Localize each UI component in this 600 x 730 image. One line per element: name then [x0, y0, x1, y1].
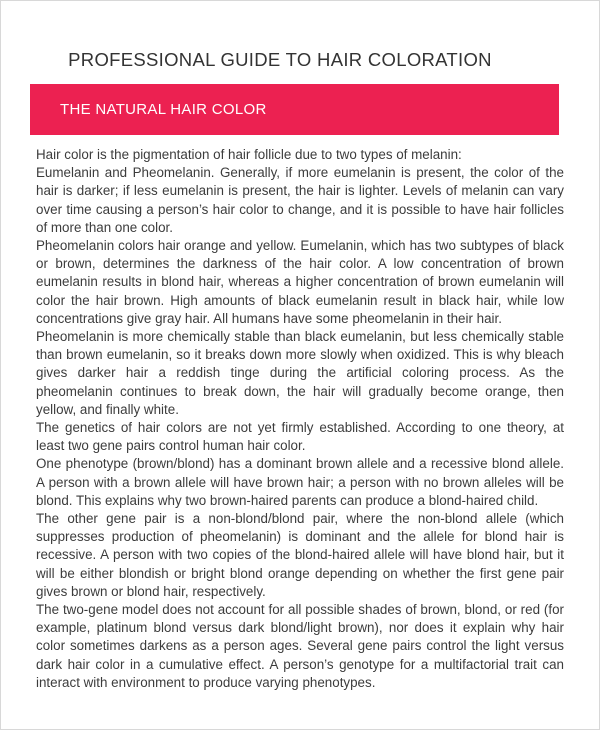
paragraph-chemical-stability: Pheomelanin is more chemically stable than black eumelanin, but less chemically stable than brown eumelanin, so it breaks down more slowly when oxidized. This is why bleach gives darker hair a reddish tinge during the artificial coloring process. As the pheomelanin continues to break down, the hair will gradually become orange, then yellow, and finally white.	[36, 329, 564, 417]
paragraph-melanin-subtypes: Pheomelanin colors hair orange and yellow. Eumelanin, which has two subtypes of black or brown, determines the darkness of the hair color. A low concentration of brown eumelanin results in blond hair, whereas a higher concentration of brown eumelanin will color the hair brown. High amounts of black eumelanin result in black hair, while low concentrations give gray hair. All humans have some pheomelanin in their hair.	[36, 238, 564, 326]
paragraph-eumelanin-pheomelanin: Eumelanin and Pheomelanin. Generally, if more eumelanin is present, the color of the hair is darker; if less eumelanin is present, the hair is lighter. Levels of melanin can vary over time causing a person’s hair color to change, and it is possible to have hair follicles of more than one color.	[36, 165, 564, 235]
paragraph-two-gene-model: The two-gene model does not account for all possible shades of brown, blond, or red (for example, platinum blond versus dark blond/light brown), nor does it explain why hair color sometimes darkens as a person ages. Several gene pairs control the light versus dark hair color in a cumulative effect. A person’s genotype for a multifactorial trait can interact with environment to produce varying phenotypes.	[36, 602, 564, 690]
section-banner-label: THE NATURAL HAIR COLOR	[60, 101, 267, 118]
body-text	[36, 146, 564, 692]
section-banner	[30, 84, 559, 135]
paragraph-gene-pair: The other gene pair is a non-blond/blond pair, where the non-blond allele (which suppresses production of pheomelanin) is dominant and the allele for blond hair is recessive. A person with two copies of the blond-haired allele will have blond hair, but it will be either blondish or bright blond orange depending on whether the first gene pair gives brown or blond hair, respectively.	[36, 511, 564, 599]
paragraph-intro-line: Hair color is the pigmentation of hair follicle due to two types of melanin:	[36, 147, 462, 162]
paragraph-phenotype: One phenotype (brown/blond) has a dominant brown allele and a recessive blond allele. A person with a brown allele will have brown hair; a person with no brown alleles will be blond. This explains why two brown-haired parents can produce a blond-haired child.	[36, 456, 564, 508]
page-title: PROFESSIONAL GUIDE TO HAIR COLORATION	[68, 49, 492, 70]
paragraph-genetics: The genetics of hair colors are not yet firmly established. According to one theory, at least two gene pairs control human hair color.	[36, 420, 564, 454]
